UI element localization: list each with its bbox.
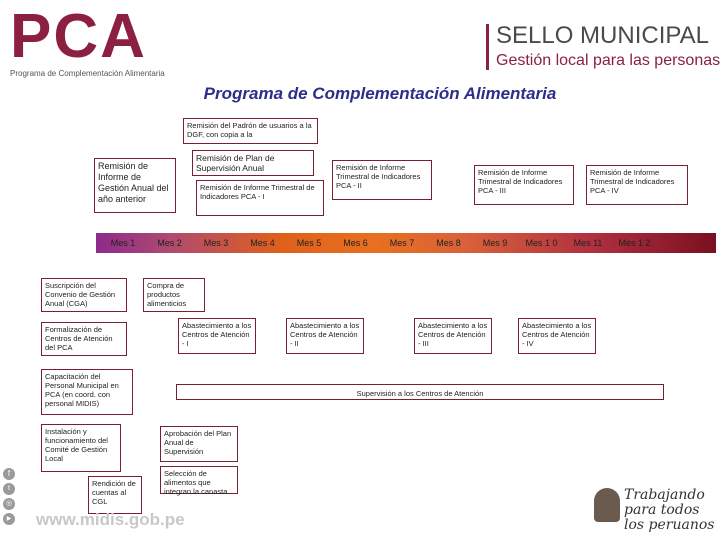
abast-1-box: Abastecimiento a los Centros de Atención - I	[178, 318, 256, 354]
compra-box: Compra de productos alimenticios	[143, 278, 205, 312]
month-label: Mes 1	[110, 238, 136, 248]
trim-2-box: Remisión de Informe Trimestral de Indicadores PCA - II	[332, 160, 432, 200]
footer-url[interactable]: www.midis.gob.pe	[36, 510, 185, 529]
padron-box: Remisión del Padrón de usuarios a la DGF, con copia a la	[183, 118, 318, 144]
sello-divider	[486, 24, 489, 70]
seleccion-box: Selección de alimentos que integran la canasta	[160, 466, 238, 494]
pca-logo	[10, 2, 180, 82]
abast-4-box: Abastecimiento a los Centros de Atención - IV	[518, 318, 596, 354]
twitter-icon[interactable]: t	[3, 483, 15, 495]
youtube-icon[interactable]: ▶	[3, 513, 15, 525]
trim-4-box: Remisión de Informe Trimestral de Indicadores PCA - IV	[586, 165, 688, 205]
instagram-icon[interactable]: ◎	[3, 498, 15, 510]
plan-supervision-box: Remisión de Plan de Supervisión Anual	[192, 150, 314, 176]
month-label: Mes 3	[203, 238, 229, 248]
instalacion-box: Instalación y funcionamiento del Comité de Gestión Local	[41, 424, 121, 472]
page-title: Programa de Complementación Alimentaria	[203, 84, 557, 103]
sello-subtitle: Gestión local para las personas	[496, 52, 720, 69]
month-label: Mes 7	[389, 238, 415, 248]
month-label: Mes 2	[157, 238, 182, 248]
suscripcion-box: Suscripción del Convenio de Gestión Anual (CGA)	[41, 278, 127, 312]
pca-logo-text: PCA	[10, 2, 147, 71]
month-label: Mes 9	[482, 238, 508, 248]
minister-photo	[594, 488, 620, 522]
facebook-icon[interactable]: f	[3, 468, 15, 480]
trim-1-box: Remisión de Informe Trimestral de Indicadores PCA - I	[196, 180, 324, 216]
aprobacion-box: Aprobación del Plan Anual de Supervisión	[160, 426, 238, 462]
supervision-bar: Supervisión a los Centros de Atención	[176, 384, 664, 400]
month-label: Mes 4	[250, 238, 275, 248]
month-label: Mes 8	[436, 238, 461, 248]
month-label: Mes 1 0	[525, 238, 558, 248]
month-label: Mes 1 2	[618, 238, 651, 248]
formalizacion-box: Formalización de Centros de Atención del PCA	[41, 322, 127, 356]
month-label: Mes 6	[343, 238, 368, 248]
month-label: Mes 11	[573, 238, 603, 248]
sello-title: SELLO MUNICIPAL	[496, 22, 709, 49]
abast-2-box: Abastecimiento a los Centros de Atención - II	[286, 318, 364, 354]
trim-3-box: Remisión de Informe Trimestral de Indicadores PCA - III	[474, 165, 574, 205]
informe-anual-box: Remisión de Informe de Gestión Anual del año anterior	[94, 158, 176, 213]
footer-slogan: Trabajando para todos los peruanos	[624, 487, 715, 533]
rendicion-box: Rendición de cuentas al CGL	[88, 476, 142, 514]
social-icons	[3, 468, 17, 525]
sello-municipal-logo	[486, 22, 720, 78]
abast-3-box: Abastecimiento a los Centros de Atención - III	[414, 318, 492, 354]
pca-logo-subtitle: Programa de Complementación Alimentaria	[10, 69, 165, 78]
capacitacion-box: Capacitación del Personal Municipal en PCA (en coord. con personal MIDIS)	[41, 369, 133, 415]
month-label: Mes 5	[296, 238, 322, 248]
